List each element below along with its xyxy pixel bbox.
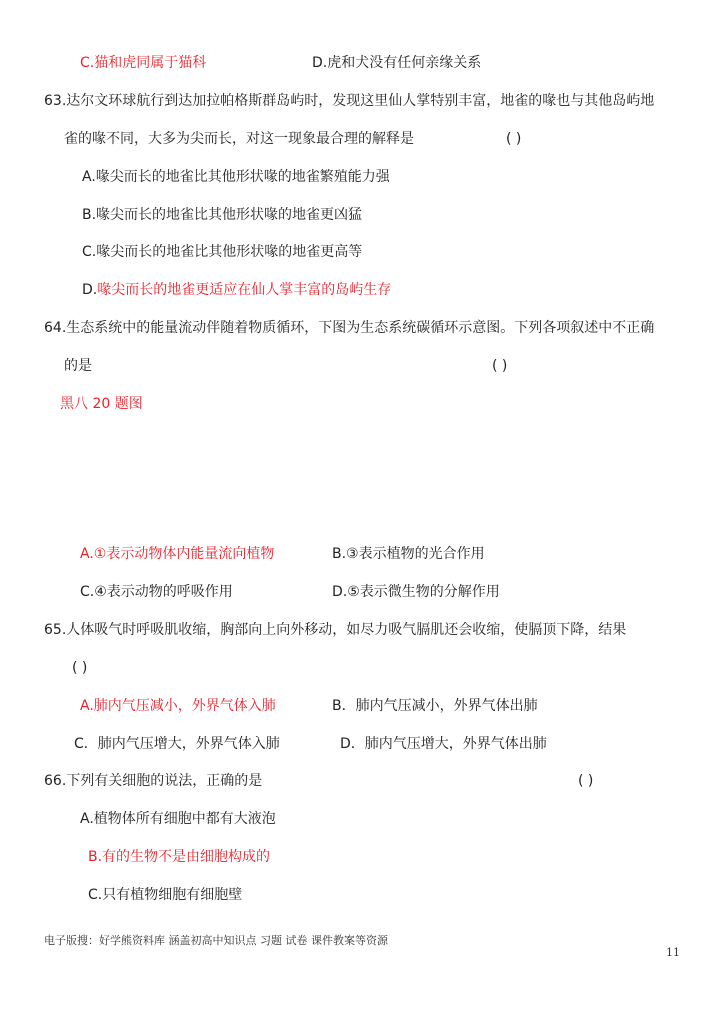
q63-option-b: B.喙尖而长的地雀比其他形状喙的地雀更凶猛 <box>82 207 363 223</box>
q63-option-d <box>82 281 391 299</box>
q65-option-c: C．肺内气压增大，外界气体入肺 <box>74 736 280 752</box>
q63-answer-paren: ( ) <box>506 131 522 147</box>
q66-stem: 66.下列有关细胞的说法，正确的是 <box>44 773 263 789</box>
q64-answer-paren: ( ) <box>492 358 508 374</box>
q66-option-b: B.有的生物不是由细胞构成的 <box>88 849 271 865</box>
q64-stem-line1: 64.生态系统中的能量流动伴随着物质循环，下图为生态系统碳循环示意图。下列各项叙述中不正确 <box>44 320 655 336</box>
q66-option-a: A.植物体所有细胞中都有大液泡 <box>80 811 276 827</box>
q63-option-a: A.喙尖而长的地雀比其他形状喙的地雀繁殖能力强 <box>82 169 390 185</box>
q66-answer-paren: ( ) <box>578 773 594 789</box>
q64-stem-line2: 的是 <box>64 358 92 374</box>
q64-option-b: B.③表示植物的光合作用 <box>332 546 485 562</box>
page-footer-note: 电子版搜：好学熊资料库 涵盖初高中知识点 习题 试卷 课件教案等资源 <box>44 934 388 947</box>
q65-option-d: D．肺内气压增大，外界气体出肺 <box>340 736 547 752</box>
q64-figure-reference: 黑八 20 题图 <box>60 396 143 412</box>
q66-option-c: C.只有植物细胞有细胞壁 <box>88 887 243 903</box>
q62-option-d: D.虎和犬没有任何亲缘关系 <box>312 55 482 71</box>
q63-option-d-label: D. <box>82 282 98 298</box>
q65-stem-line1: 65.人体吸气时呼吸肌收缩，胸部向上向外移动，如尽力吸气膈肌还会收缩，使膈顶下降，结果 <box>44 622 627 638</box>
q63-option-c: C.喙尖而长的地雀比其他形状喙的地雀更高等 <box>82 244 363 260</box>
q63-stem-line1: 63.达尔文环球航行到达加拉帕格斯群岛屿时，发现这里仙人掌特别丰富，地雀的喙也与其他岛屿地 <box>44 93 655 109</box>
q63-stem-line2: 雀的喙不同，大多为尖而长，对这一现象最合理的解释是 <box>64 131 414 147</box>
q64-option-a: A.①表示动物体内能量流向植物 <box>80 546 275 562</box>
q64-option-d: D.⑤表示微生物的分解作用 <box>332 584 500 600</box>
page-number: 11 <box>666 946 680 959</box>
q65-answer-paren: ( ) <box>72 660 88 676</box>
q64-option-c: C.④表示动物的呼吸作用 <box>80 584 233 600</box>
q65-option-a: A.肺内气压减小，外界气体入肺 <box>80 698 276 714</box>
q63-option-d-text: 喙尖而长的地雀更适应在仙人掌丰富的岛屿生存 <box>97 282 392 298</box>
q65-option-b: B．肺内气压减小，外界气体出肺 <box>332 698 538 714</box>
q62-option-c: C.猫和虎同属于猫科 <box>80 55 207 71</box>
